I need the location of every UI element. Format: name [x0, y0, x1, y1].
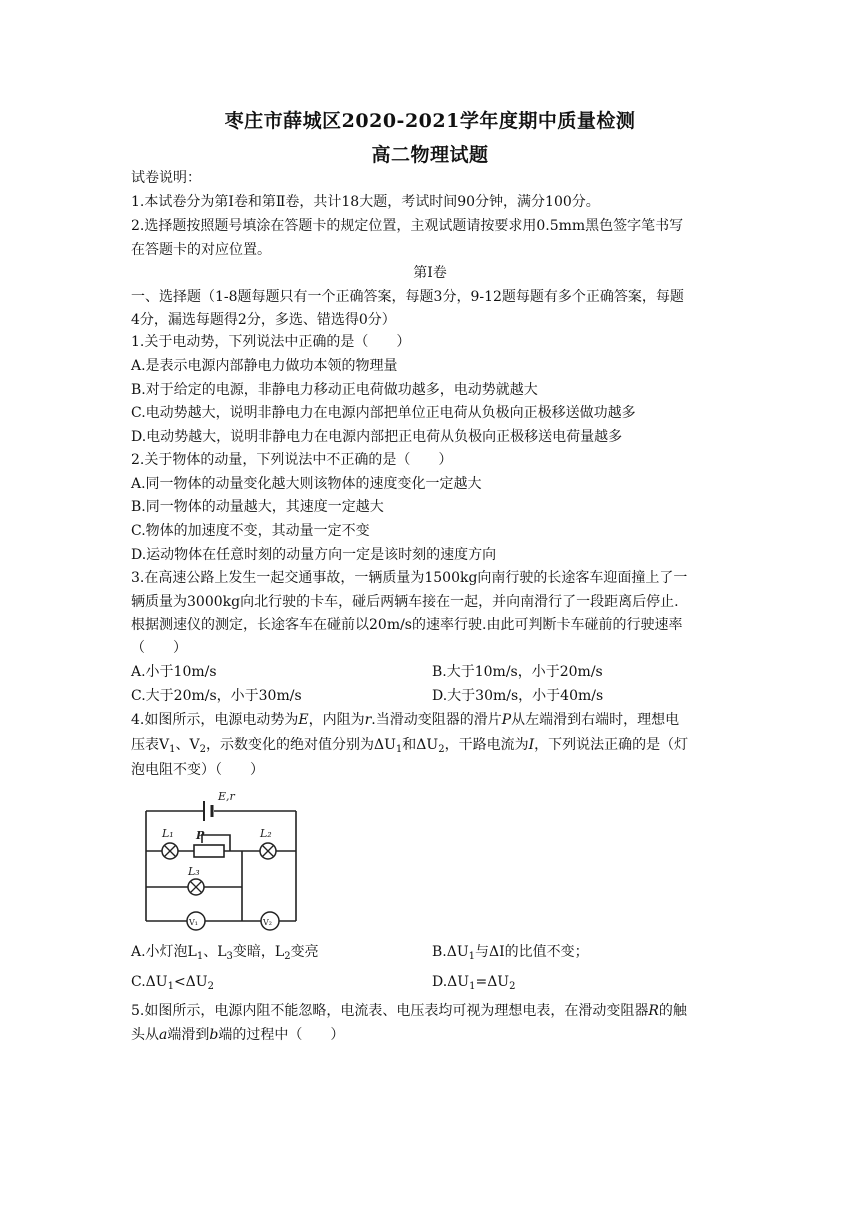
fig-label-l1: L₁ — [162, 827, 174, 840]
q1-option-b: B.对于给定的电源，非静电力移动正电荷做功越多，电动势就越大 — [131, 382, 538, 398]
q3-line-3: 根据测速仪的测定，长途客车在碰前以20m/s的速率行驶.由此可判断卡车碰前的行驶速率 — [131, 617, 683, 633]
q4-option-a: A.小灯泡$L_1$、$L_3$变暗，$L_2$变亮 — [131, 944, 319, 962]
fig-label-p: P — [196, 829, 205, 842]
internal-resistance-symbol: r — [364, 712, 372, 728]
q3-line-2: 辆质量为3000kg向北行驶的卡车，碰后两辆车接在一起，并向南滑行了一段距离后停止. — [131, 594, 679, 610]
fig-label-l3: L₃ — [188, 865, 200, 878]
exam-title: 枣庄市薛城区2020-2021学年度期中质量检测 — [224, 110, 636, 132]
exam-subtitle: 高二物理试题 — [371, 144, 489, 166]
rheostat-symbol: R — [648, 1003, 659, 1019]
q3-option-c: C.大于20m/s，小于30m/s — [131, 688, 302, 704]
fig-label-l2: L₂ — [260, 827, 272, 840]
q2-option-a: A.同一物体的动量变化越大则该物体的速度变化一定越大 — [131, 476, 482, 492]
q3-option-d: D.大于30m/s，小于40m/s — [432, 688, 604, 704]
note-2a: 2.选择题按照题号填涂在答题卡的规定位置，主观试题请按要求用0.5mm黑色签字笔书写 — [131, 218, 684, 234]
note-1: 1.本试卷分为第Ⅰ卷和第Ⅱ卷，共计18大题，考试时间90分钟，满分100分。 — [131, 194, 600, 210]
q3-line-1: 3.在高速公路上发生一起交通事故，一辆质量为1500kg向南行驶的长途客车迎面撞上了一 — [131, 570, 688, 586]
q1-option-a: A.是表示电源内部静电力做功本领的物理量 — [131, 358, 398, 374]
q2-option-b: B.同一物体的动量越大，其速度一定越大 — [131, 499, 384, 515]
notes-heading: 试卷说明： — [131, 170, 201, 186]
q4-line-2: 压表$V_1$、$V_2$，示数变化的绝对值分别为$\Delta U_1$和$\Delta U_2$，干路电流为I，下列说法正确的是（灯 — [131, 737, 689, 755]
q2-stem: 2.关于物体的动量，下列说法中不正确的是（ ） — [131, 452, 453, 468]
q3-line-4: （ ） — [131, 640, 187, 656]
slider-symbol: P — [501, 712, 512, 728]
end-b-symbol: b — [209, 1027, 219, 1043]
q4-line-3: 泡电阻不变）（ ） — [131, 762, 264, 778]
fig-label-v2: V₂ — [263, 918, 272, 927]
section-instr-a: 一、选择题（1-8题每题只有一个正确答案，每题3分，9-12题每题有多个正确答案，每题 — [131, 289, 684, 305]
circuit-diagram — [132, 787, 308, 937]
q5-line-2: 头从a端滑到b端的过程中（ ） — [131, 1027, 345, 1043]
q3-option-b: B.大于10m/s，小于20m/s — [432, 664, 603, 680]
q4-option-d: $D.\Delta U_1=\Delta U_2$ — [432, 974, 516, 992]
q4-line-1: 4.如图所示，电源电动势为E，内阻为r.当滑动变阻器的滑片P从左端滑到右端时，理想电 — [131, 712, 680, 728]
end-a-symbol: a — [159, 1027, 168, 1043]
note-2b: 在答题卡的对应位置。 — [131, 242, 271, 258]
q4-option-c: $C.\Delta U_1<\Delta U_2$ — [131, 974, 214, 992]
q1-stem: 1.关于电动势，下列说法中正确的是（ ） — [131, 334, 411, 350]
q3-option-a: A.小于10m/s — [131, 664, 217, 680]
q1-option-d: D.电动势越大，说明非静电力在电源内部把正电荷从负极向正极移送电荷量越多 — [131, 429, 623, 445]
section-label: 第Ⅰ卷 — [413, 265, 447, 281]
section-instr-b: 4分，漏选每题得2分，多选、错选得0分） — [131, 312, 396, 328]
q2-option-c: C.物体的加速度不变，其动量一定不变 — [131, 523, 370, 539]
q1-option-c: C.电动势越大，说明非静电力在电源内部把单位正电荷从负极向正极移送做功越多 — [131, 405, 636, 421]
fig-label-v1: V₁ — [189, 918, 198, 927]
fig-label-er: E,r — [218, 790, 235, 803]
emf-symbol: E — [298, 712, 309, 728]
current-symbol: I — [528, 737, 535, 753]
q4-option-b: $B.\Delta U_1$与ΔI的比值不变； — [432, 944, 589, 962]
q2-option-d: D.运动物体在任意时刻的动量方向一定是该时刻的速度方向 — [131, 547, 497, 563]
q5-line-1: 5.如图所示，电源内阻不能忽略，电流表、电压表均可视为理想电表，在滑动变阻器R的触 — [131, 1003, 687, 1019]
